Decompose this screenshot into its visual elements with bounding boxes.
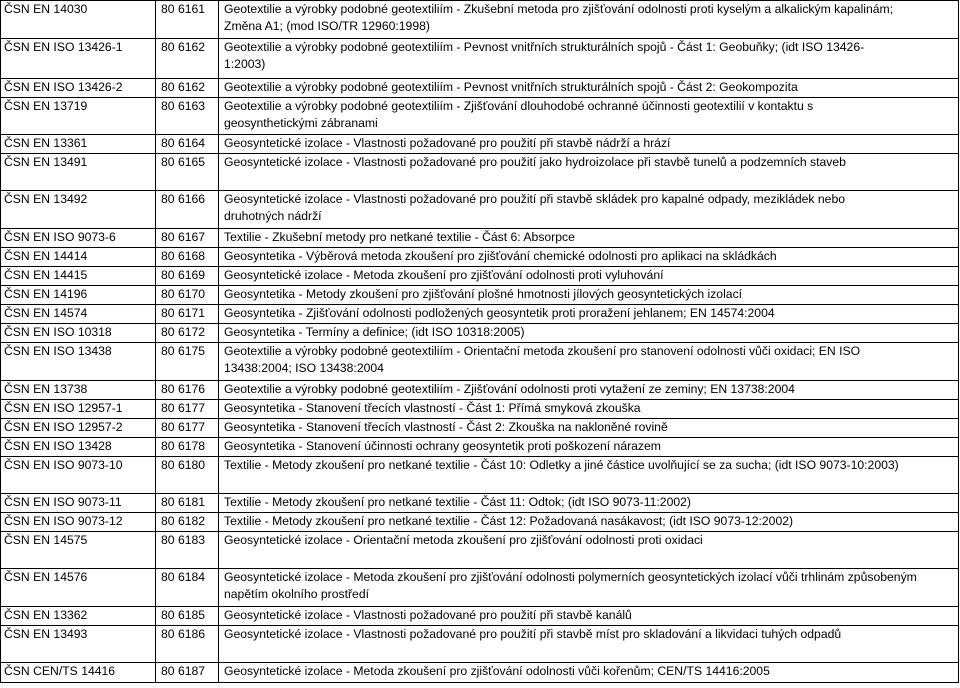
standard-title-line: Geosyntetika - Zjišťování odolnosti podložených geosyntetik proti proražení jehlanem; EN 14574:2004 — [224, 306, 775, 320]
standard-title — [219, 419, 959, 438]
table-row — [1, 98, 959, 135]
standard-title — [219, 229, 959, 248]
standard-title-line: Geosyntetické izolace - Vlastnosti požadované pro použití při stavbě skládek pro kapalné odpady, mezikládek nebo — [224, 192, 846, 206]
standard-code: ČSN EN 13738 — [1, 381, 156, 400]
table-row — [1, 400, 959, 419]
standard-title — [219, 1, 959, 39]
table-row — [1, 154, 959, 191]
classification-number: 80 6171 — [156, 305, 219, 324]
standard-title — [219, 305, 959, 324]
classification-number: 80 6164 — [156, 135, 219, 154]
table-row — [1, 39, 959, 79]
table-row — [1, 79, 959, 98]
standard-title — [219, 248, 959, 267]
classification-number: 80 6168 — [156, 248, 219, 267]
standard-title-line: napětím okolního prostředí — [224, 587, 369, 601]
standard-code: ČSN EN ISO 9073-12 — [1, 513, 156, 532]
standard-code: ČSN EN 13719 — [1, 98, 156, 135]
standard-title-line: Změna A1; (mod ISO/TR 12960:1998) — [224, 19, 430, 33]
table-row — [1, 532, 959, 569]
table-row — [1, 626, 959, 663]
standard-title-line: Geotextilie a výrobky podobné geotextiliím - Pevnost vnitřních strukturálních spojů - Část 1: Geobuňky; (idt ISO 13426- — [224, 40, 865, 54]
classification-number: 80 6177 — [156, 419, 219, 438]
standard-title — [219, 569, 959, 607]
standard-title-line: Geosyntetické izolace - Metoda zkoušení pro zjišťování odolnosti vůči kořenům; CEN/TS 14416:2005 — [224, 664, 770, 678]
table-row — [1, 1, 959, 39]
standard-code: ČSN EN ISO 12957-2 — [1, 419, 156, 438]
classification-number: 80 6183 — [156, 532, 219, 569]
standard-title-line: Geosyntetika - Termíny a definice; (idt ISO 10318:2005) — [224, 325, 525, 339]
standard-code: ČSN EN 14575 — [1, 532, 156, 569]
standard-title-line: Geosyntetické izolace - Vlastnosti požadované pro použití při stavbě nádrží a hrází — [224, 136, 671, 150]
standard-title-line: 13438:2004; ISO 13438:2004 — [224, 361, 384, 375]
standard-code: ČSN EN 14414 — [1, 248, 156, 267]
classification-number: 80 6187 — [156, 663, 219, 683]
standard-title — [219, 381, 959, 400]
classification-number: 80 6170 — [156, 286, 219, 305]
standard-title-line: Geosyntetické izolace - Metoda zkoušení pro zjišťování odolnosti polymerních geosyntetických izolací vůči trhlinám způsobeným — [224, 570, 917, 584]
standard-title-line: Geosyntetické izolace - Orientační metoda zkoušení pro zjišťování odolnosti proti oxidaci — [224, 533, 703, 547]
standard-title-line: Geotextilie a výrobky podobné geotextiliím - Zjišťování dlouhodobé ochranné účinnosti geotextilií v kontaktu s — [224, 99, 814, 113]
table-row — [1, 267, 959, 286]
standard-title-line: Geosyntetické izolace - Vlastnosti požadované pro použití jako hydroizolace při stavbě tunelů a podzemních staveb — [224, 155, 846, 169]
standard-title-line: druhotných nádrží — [224, 209, 322, 223]
standard-title — [219, 494, 959, 513]
classification-number: 80 6181 — [156, 494, 219, 513]
standard-title — [219, 513, 959, 532]
standard-code: ČSN EN ISO 13426-2 — [1, 79, 156, 98]
standard-code: ČSN EN 14574 — [1, 305, 156, 324]
classification-number: 80 6162 — [156, 79, 219, 98]
table-body — [1, 1, 959, 683]
standard-title-line: geosynthetickými zábranami — [224, 116, 378, 130]
classification-number: 80 6162 — [156, 39, 219, 79]
standard-code: ČSN EN ISO 13428 — [1, 438, 156, 457]
table-row — [1, 229, 959, 248]
table-row — [1, 607, 959, 626]
standard-code: ČSN EN 13362 — [1, 607, 156, 626]
standard-title — [219, 154, 959, 191]
standard-code: ČSN EN ISO 9073-6 — [1, 229, 156, 248]
table-row — [1, 419, 959, 438]
standard-title — [219, 438, 959, 457]
table-row — [1, 457, 959, 494]
table-row — [1, 438, 959, 457]
standard-code: ČSN EN 13492 — [1, 191, 156, 229]
standard-title — [219, 191, 959, 229]
standard-code: ČSN EN ISO 9073-11 — [1, 494, 156, 513]
standard-title-line: Geotextilie a výrobky podobné geotextiliím - Orientační metoda zkoušení pro stanovení odolnosti vůči oxidaci; EN ISO — [224, 344, 861, 358]
classification-number: 80 6186 — [156, 626, 219, 663]
table-row — [1, 569, 959, 607]
standard-code: ČSN CEN/TS 14416 — [1, 663, 156, 683]
standard-code: ČSN EN 14415 — [1, 267, 156, 286]
standard-title — [219, 39, 959, 79]
standard-title — [219, 324, 959, 343]
standard-title-line: Textilie - Metody zkoušení pro netkané textilie - Část 12: Požadovaná nasákavost; (idt ISO 9073-12:2002) — [224, 514, 794, 528]
classification-number: 80 6169 — [156, 267, 219, 286]
classification-number: 80 6178 — [156, 438, 219, 457]
table-row — [1, 286, 959, 305]
standard-code: ČSN EN 14576 — [1, 569, 156, 607]
standard-title — [219, 607, 959, 626]
standard-title-line: Textilie - Zkušební metody pro netkané textilie - Část 6: Absorpce — [224, 230, 575, 244]
standard-title — [219, 267, 959, 286]
classification-number: 80 6165 — [156, 154, 219, 191]
standard-title-line: 1:2003) — [224, 57, 266, 71]
standard-title-line: Geosyntetické izolace - Vlastnosti požadované pro použití při stavbě míst pro skladování a likvidaci tuhých odpadů — [224, 627, 842, 641]
standard-title-line: Geosyntetika - Stanovení třecích vlastností - Část 2: Zkouška na nakloněné rovině — [224, 420, 668, 434]
standard-code: ČSN EN ISO 13438 — [1, 343, 156, 381]
standard-title — [219, 343, 959, 381]
table-row — [1, 513, 959, 532]
standard-title — [219, 457, 959, 494]
standard-title — [219, 79, 959, 98]
classification-number: 80 6166 — [156, 191, 219, 229]
table-row — [1, 305, 959, 324]
standard-code: ČSN EN 13361 — [1, 135, 156, 154]
standard-title-line: Geotextilie a výrobky podobné geotextiliím - Zkušební metoda pro zjišťování odolnosti proti kyselým a alkalickým kapalinám; — [224, 2, 894, 16]
standard-code: ČSN EN ISO 10318 — [1, 324, 156, 343]
standard-title-line: Geosyntetické izolace - Vlastnosti požadované pro použití při stavbě kanálů — [224, 608, 632, 622]
classification-number: 80 6172 — [156, 324, 219, 343]
classification-number: 80 6180 — [156, 457, 219, 494]
standard-code: ČSN EN ISO 9073-10 — [1, 457, 156, 494]
classification-number: 80 6175 — [156, 343, 219, 381]
standard-code: ČSN EN 13493 — [1, 626, 156, 663]
standard-title — [219, 98, 959, 135]
standard-code: ČSN EN ISO 12957-1 — [1, 400, 156, 419]
table-row — [1, 494, 959, 513]
classification-number: 80 6176 — [156, 381, 219, 400]
classification-number: 80 6182 — [156, 513, 219, 532]
standard-code: ČSN EN ISO 13426-1 — [1, 39, 156, 79]
classification-number: 80 6167 — [156, 229, 219, 248]
standard-title — [219, 286, 959, 305]
standard-title-line: Textilie - Metody zkoušení pro netkané textilie - Část 11: Odtok; (idt ISO 9073-11:2002) — [224, 495, 691, 509]
standard-title — [219, 626, 959, 663]
standard-title-line: Geosyntetika - Stanovení účinnosti ochrany geosyntetik proti poškození nárazem — [224, 439, 661, 453]
standard-title-line: Textilie - Metody zkoušení pro netkané textilie - Část 10: Odletky a jiné částice uvolňující se za sucha; (idt ISO 9073-10:2003) — [224, 458, 899, 472]
classification-number: 80 6161 — [156, 1, 219, 39]
table-row — [1, 324, 959, 343]
table-row — [1, 248, 959, 267]
classification-number: 80 6185 — [156, 607, 219, 626]
standard-title-line: Geosyntetika - Stanovení třecích vlastností - Část 1: Přímá smyková zkouška — [224, 401, 641, 415]
standard-title — [219, 663, 959, 683]
classification-number: 80 6184 — [156, 569, 219, 607]
classification-number: 80 6163 — [156, 98, 219, 135]
standard-title — [219, 400, 959, 419]
standard-code: ČSN EN 14196 — [1, 286, 156, 305]
table-row — [1, 381, 959, 400]
standard-title-line: Geosyntetika - Výběrová metoda zkoušení pro zjišťování chemické odolnosti pro aplikaci na skládkách — [224, 249, 777, 263]
standard-title-line: Geosyntetika - Metody zkoušení pro zjišťování plošné hmotnosti jílových geosyntetických izolací — [224, 287, 743, 301]
standard-title — [219, 532, 959, 569]
table-row — [1, 663, 959, 683]
table-row — [1, 135, 959, 154]
standard-code: ČSN EN 13491 — [1, 154, 156, 191]
standard-code: ČSN EN 14030 — [1, 1, 156, 39]
standard-title-line: Geotextilie a výrobky podobné geotextiliím - Pevnost vnitřních strukturálních spojů - Část 2: Geokompozita — [224, 80, 798, 94]
classification-number: 80 6177 — [156, 400, 219, 419]
standard-title-line: Geosyntetické izolace - Metoda zkoušení pro zjišťování odolnosti proti vyluhování — [224, 268, 664, 282]
standard-title — [219, 135, 959, 154]
standard-title-line: Geotextilie a výrobky podobné geotextiliím - Zjišťování odolnosti proti vytažení ze zeminy; EN 13738:2004 — [224, 382, 795, 396]
table-row — [1, 343, 959, 381]
table-row — [1, 191, 959, 229]
